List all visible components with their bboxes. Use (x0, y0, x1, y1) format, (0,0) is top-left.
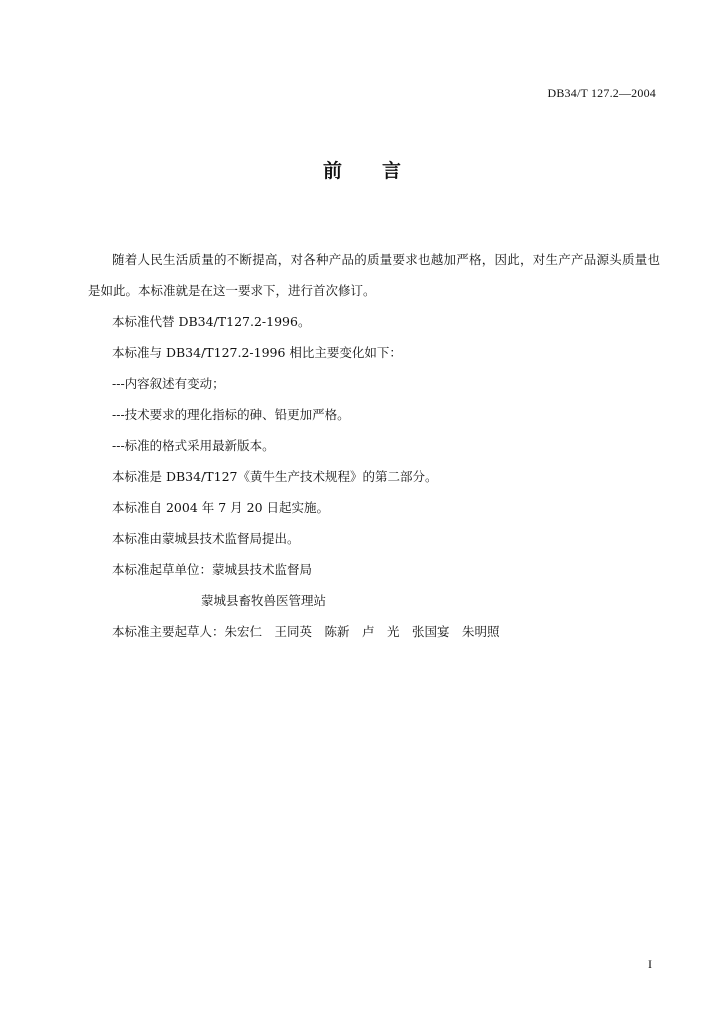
drafting-units-paragraph: 本标准起草单位：蒙城县技术监督局 (112, 562, 313, 577)
changes-intro-paragraph: 本标准与 DB34/T127.2-1996 相比主要变化如下： (112, 345, 402, 360)
page-title (0, 156, 724, 183)
drafting-units-continued: 蒙城县畜牧兽医管理站 (201, 593, 327, 608)
change-item: ---内容叙述有变动； (112, 376, 225, 391)
effective-date-paragraph: 本标准自 2004 年 7 月 20 日起实施。 (112, 500, 330, 515)
intro-paragraph: 随着人民生活质量的不断提高，对各种产品的质量要求也越加严格，因此，对生产产品源头质量也是如此。本标准就是在这一要求下，进行首次修订。 (88, 252, 660, 298)
title-part-2: 言 (382, 160, 402, 182)
proposed-by-paragraph: 本标准由蒙城县技术监督局提出。 (112, 531, 300, 546)
title-part-1: 前 (322, 160, 342, 182)
preface-body (88, 244, 660, 647)
change-item: ---标准的格式采用最新版本。 (112, 438, 275, 453)
replaces-paragraph: 本标准代替 DB34/T127.2-1996。 (112, 314, 311, 329)
drafters-paragraph: 本标准主要起草人：朱宏仁 王同英 陈新 卢 光 张国宴 朱明照 (112, 624, 500, 639)
page-number: I (648, 957, 652, 971)
document-code: DB34/T 127.2—2004 (547, 86, 656, 100)
part-of-paragraph: 本标准是 DB34/T127《黄牛生产技术规程》的第二部分。 (112, 469, 438, 484)
change-item: ---技术要求的理化指标的砷、铅更加严格。 (112, 407, 350, 422)
